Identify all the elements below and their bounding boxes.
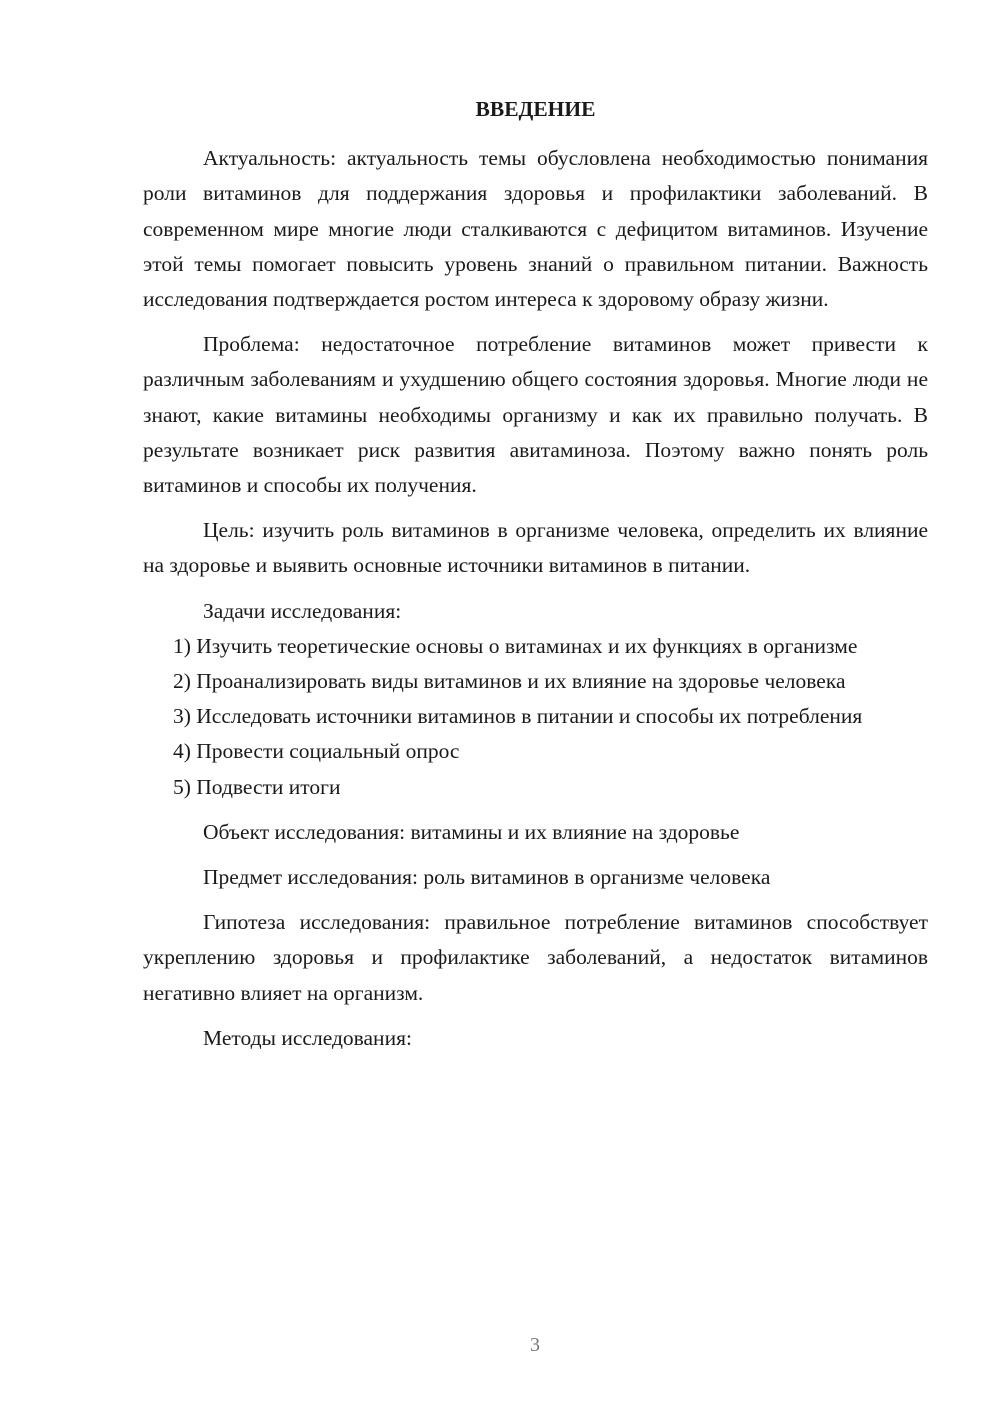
page-number: 3 [530,1334,540,1356]
relevance-paragraph: Актуальность: актуальность темы обусловлена необходимостью понимания роли витаминов для поддержания здоровья и профилактики заболеваний. В современном мире многие люди сталкиваются с дефицитом витаминов. Изучение этой темы помогает повысить уровень знаний о правильном питании. Важность исследования подтверждается ростом интереса к здоровому образу жизни. [143,146,928,312]
page-content [143,92,928,1056]
tasks-heading: Задачи исследования: [203,598,402,623]
section-title: ВВЕДЕНИЕ [475,97,596,121]
task-item-2: 2) Проанализировать виды витаминов и их влияние на здоровье человека [173,669,846,694]
hypothesis-paragraph: Гипотеза исследования: правильное потребление витаминов способствует укреплению здоровья и профилактике заболеваний, а недостаток витаминов негативно влияет на организм. [143,910,928,1005]
subject-paragraph: Предмет исследования: роль витаминов в организме человека [203,865,771,890]
task-item-3: 3) Исследовать источники витаминов в питании и способы их потребления [173,704,863,729]
task-item-5: 5) Подвести итоги [173,774,341,799]
methods-heading: Методы исследования: [203,1025,412,1050]
problem-paragraph: Проблема: недостаточное потребление витаминов может привести к различным заболеваниям и ухудшению общего состояния здоровья. Многие люди не знают, какие витамины необходимы организму и как их правильно получать. В результате возникает риск развития авитаминоза. Поэтому важно понять роль витаминов и способы их получения. [143,332,928,498]
task-item-4: 4) Провести социальный опрос [173,739,460,764]
object-paragraph: Объект исследования: витамины и их влияние на здоровье [203,819,740,844]
task-item-1: 1) Изучить теоретические основы о витаминах и их функциях в организме [173,633,858,658]
goal-paragraph: Цель: изучить роль витаминов в организме человека, определить их влияние на здоровье и выявить основные источники витаминов в питании. [143,518,928,578]
